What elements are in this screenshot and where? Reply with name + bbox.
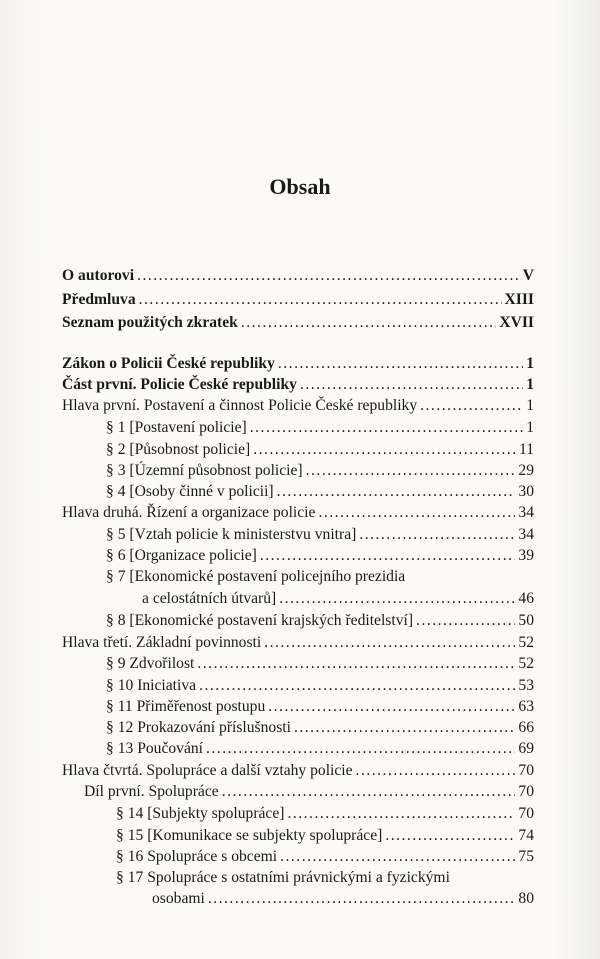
toc-entry <box>106 525 534 544</box>
toc-entry-page: 1 <box>526 419 534 436</box>
dot-leader <box>287 804 515 823</box>
dot-leader <box>306 461 516 480</box>
toc-entry-page: 52 <box>518 634 534 651</box>
toc-entry-page: XIII <box>504 291 534 308</box>
toc-entry-label: Předmluva <box>62 291 136 308</box>
toc-entry-page: 69 <box>518 740 534 757</box>
toc-entry-label: § 9 Zdvořilost <box>106 655 195 672</box>
toc-entry <box>106 718 534 737</box>
toc-entry-label: § 1 [Postavení policie] <box>106 419 247 436</box>
toc-entry-label: § 5 [Vztah policie k ministerstvu vnitra] <box>106 526 357 543</box>
toc-entry-label: Hlava čtvrtá. Spolupráce a další vztahy policie <box>62 762 353 779</box>
dot-leader <box>264 633 515 652</box>
toc-entry-page: 52 <box>518 655 534 672</box>
toc-entry-page: 50 <box>518 612 534 629</box>
toc-entry-label: § 13 Poučování <box>106 740 204 757</box>
toc-entry-label: Seznam použitých zkratek <box>62 314 238 331</box>
toc-entry-label: Část první. Policie České republiky <box>62 376 297 393</box>
dot-leader <box>385 826 515 845</box>
toc-entry-page: 39 <box>518 547 534 564</box>
toc-entry <box>84 782 534 801</box>
toc-entry-label: § 10 Iniciativa <box>106 677 197 694</box>
toc-entry-label: § 2 [Působnost policie] <box>106 441 251 458</box>
page-title: Obsah <box>269 174 331 199</box>
toc-entry-label: § 6 [Organizace policie] <box>106 547 257 564</box>
toc-entry-label: § 8 [Ekonomické postavení krajských ředitelství] <box>106 612 414 629</box>
dot-leader <box>300 375 523 394</box>
dot-leader <box>199 676 515 695</box>
toc-entry-page: 1 <box>526 355 534 372</box>
toc-entry-label: O autorovi <box>62 267 135 284</box>
dot-leader <box>208 889 516 908</box>
dot-leader <box>420 396 523 415</box>
toc-entry-label: § 3 [Územní působnost policie] <box>106 462 303 479</box>
dot-leader <box>416 611 515 630</box>
dot-leader <box>280 847 515 866</box>
toc-entry-label: Zákon o Policii České republiky <box>62 355 275 372</box>
toc-entry-page: 70 <box>518 783 534 800</box>
toc-entry <box>106 654 534 673</box>
toc-entry-page: 63 <box>518 698 534 715</box>
dot-leader <box>206 739 515 758</box>
toc-entry <box>62 354 534 373</box>
dot-leader <box>356 761 516 780</box>
toc-entry <box>106 676 534 695</box>
dot-leader <box>197 654 515 673</box>
toc-entry-label: § 12 Prokazování příslušnosti <box>106 719 291 736</box>
dot-leader <box>318 503 515 522</box>
toc-entry <box>62 503 534 522</box>
toc-entry <box>116 826 534 845</box>
toc-entry-label: § 15 [Komunikace se subjekty spolupráce] <box>116 827 383 844</box>
toc-entry <box>106 546 534 565</box>
toc-entry-page: 80 <box>518 890 534 907</box>
dot-leader <box>268 697 515 716</box>
dot-leader <box>253 440 516 459</box>
toc-entry <box>106 482 534 501</box>
dot-leader <box>139 290 502 309</box>
toc-entry <box>62 313 534 332</box>
toc-entry-page: 75 <box>518 848 534 865</box>
toc-entry-page: V <box>522 267 534 284</box>
toc-entry-page: 30 <box>518 483 534 500</box>
toc-entry-page: 46 <box>518 590 534 607</box>
toc-entry <box>106 697 534 716</box>
toc-entry <box>116 804 534 823</box>
toc-entry-page: 53 <box>518 677 534 694</box>
toc-entry <box>62 633 534 652</box>
toc-entry <box>106 440 534 459</box>
dot-leader <box>278 354 523 373</box>
toc-entry-page: 1 <box>526 397 534 414</box>
toc-entry <box>116 847 534 866</box>
dot-leader <box>277 482 516 501</box>
toc-entry-continuation: osobami <box>152 890 205 907</box>
toc-entry-page: 34 <box>518 526 534 543</box>
toc-entry-label: § 11 Přiměřenost postupu <box>106 698 266 715</box>
toc-entry-label: § 16 Spolupráce s obcemi <box>116 848 278 865</box>
dot-leader <box>279 589 515 608</box>
toc-entry-label: Hlava první. Postavení a činnost Policie České republiky <box>62 397 418 414</box>
toc-entry <box>106 611 534 630</box>
toc-entry-label: § 14 [Subjekty spolupráce] <box>116 805 285 822</box>
toc-entry <box>62 396 534 415</box>
toc-entry-page: 70 <box>518 805 534 822</box>
toc-entry-label: § 7 [Ekonomické postavení policejního prezidia <box>106 568 406 585</box>
toc-entry <box>62 290 534 309</box>
toc-entry-label: Hlava třetí. Základní povinnosti <box>62 634 262 651</box>
toc-entry-label: § 4 [Osoby činné v policii] <box>106 483 274 500</box>
toc-entry-page: 1 <box>526 376 534 393</box>
toc-entry-label: § 17 Spolupráce s ostatními právnickými a fyzickými <box>116 869 450 886</box>
dot-leader <box>260 546 516 565</box>
toc-entry <box>106 461 534 480</box>
toc-entry <box>62 266 534 285</box>
toc-entry <box>106 418 534 437</box>
dot-leader <box>250 418 523 437</box>
toc-entry-page: 34 <box>518 504 534 521</box>
toc-entry <box>106 739 534 758</box>
toc-entry-label: Hlava druhá. Řízení a organizace policie <box>62 504 316 521</box>
dot-leader <box>359 525 515 544</box>
toc-entry-page: 70 <box>518 762 534 779</box>
dot-leader <box>241 313 496 332</box>
toc-entry-page: 29 <box>518 462 534 479</box>
dot-leader <box>137 266 520 285</box>
toc-entry-continuation: a celostátních útvarů] <box>142 590 277 607</box>
toc-entry-page: 11 <box>518 441 534 458</box>
toc-entry-page: XVII <box>499 314 534 331</box>
toc-entry <box>152 889 534 908</box>
toc-entry-page: 74 <box>518 827 534 844</box>
toc-entry <box>142 589 534 608</box>
toc-entry <box>62 761 534 780</box>
toc-entry <box>62 375 534 394</box>
toc-entry-page: 66 <box>518 719 534 736</box>
dot-leader <box>222 782 516 801</box>
dot-leader <box>294 718 515 737</box>
toc-entry-label: Díl první. Spolupráce <box>84 783 219 800</box>
